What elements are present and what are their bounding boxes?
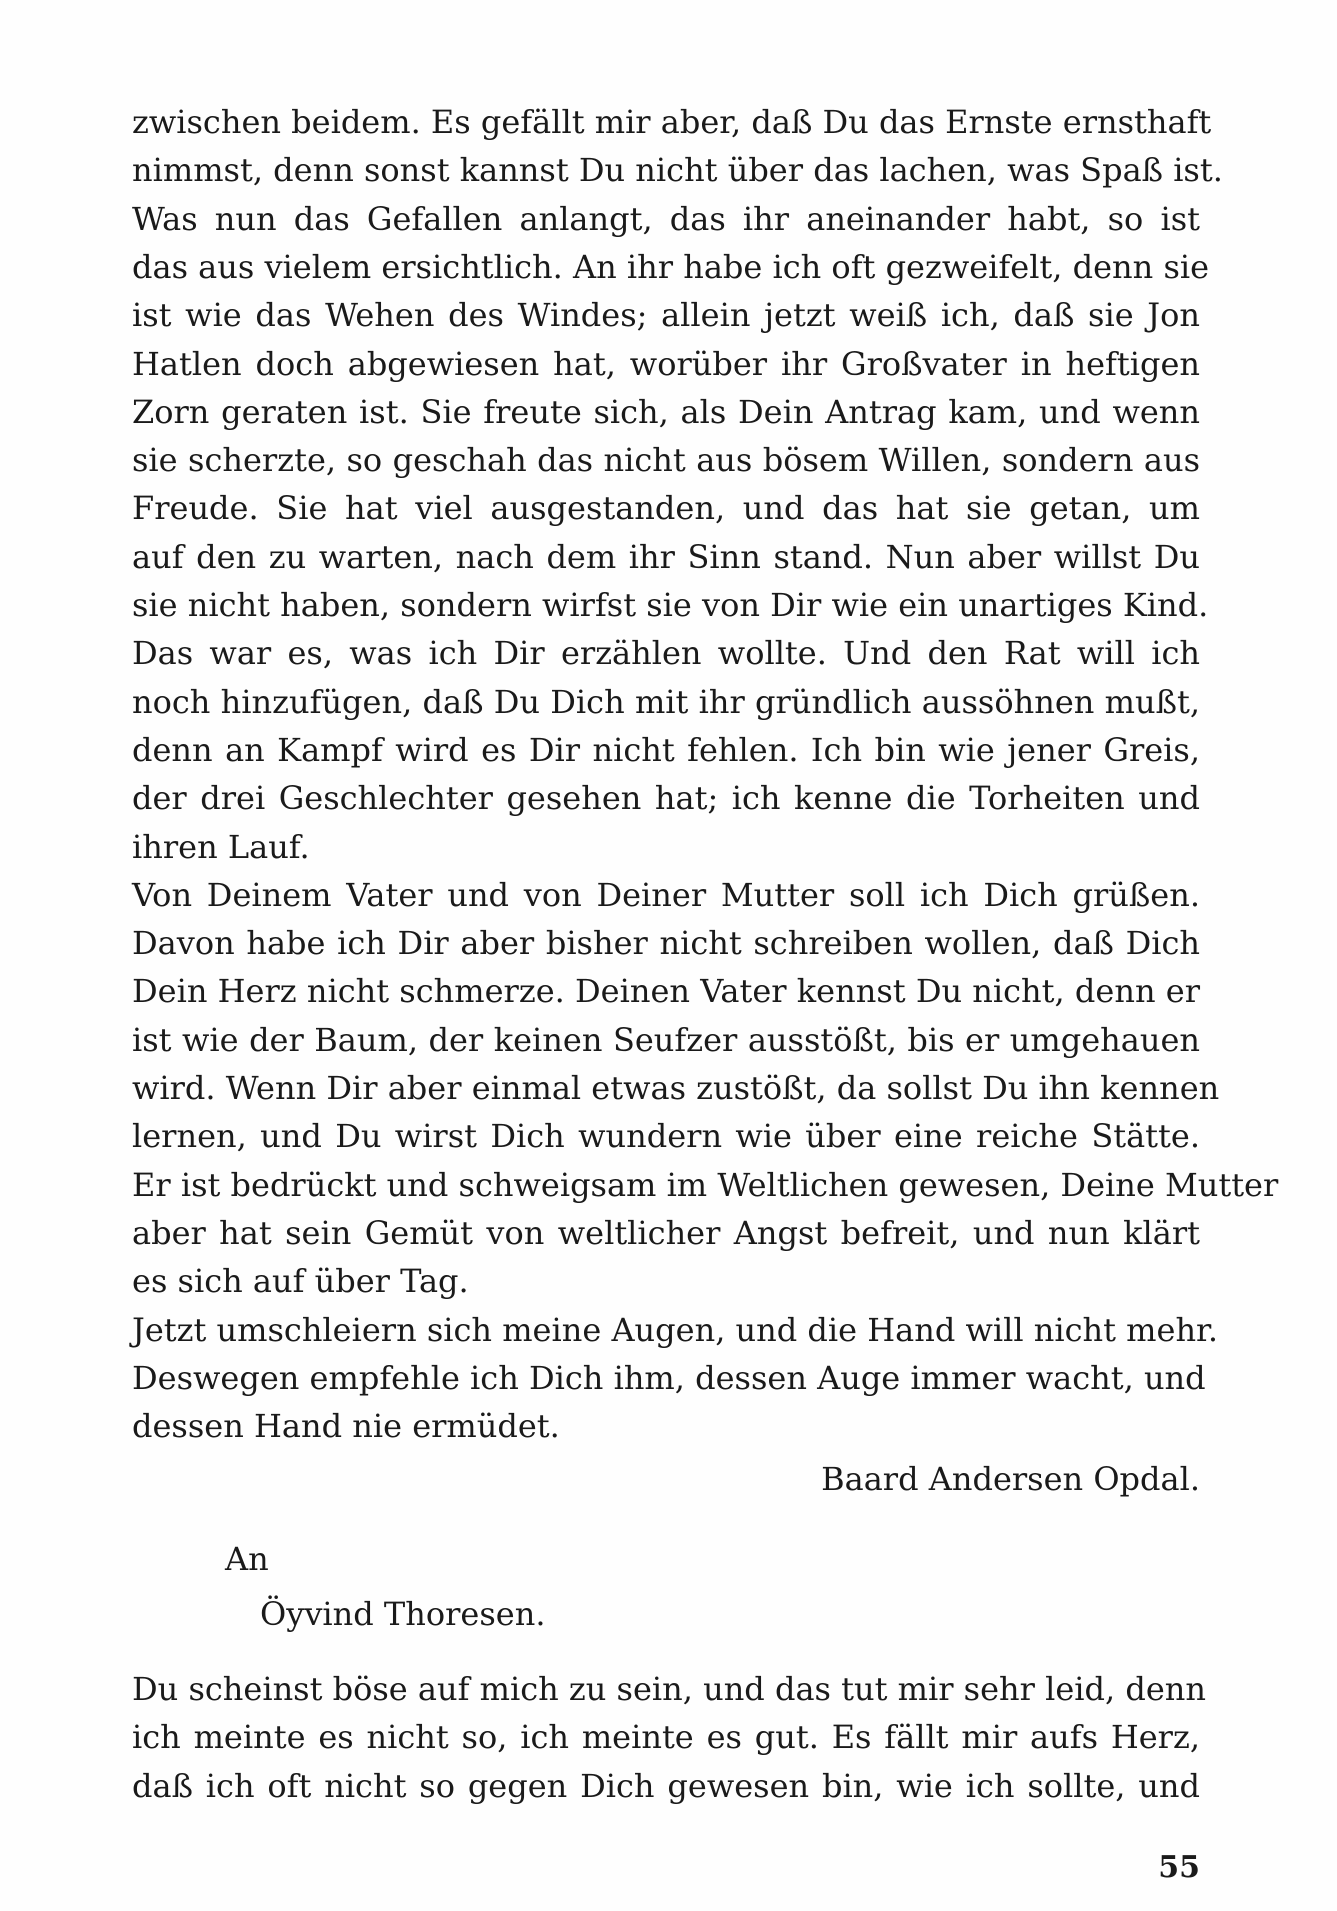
text-line: Deswegen empfehle ich Dich ihm, dessen Auge immer wacht, und [132, 1358, 1206, 1397]
text-line: lernen, und Du wirst Dich wundern wie über eine reiche Stätte. [132, 1117, 1200, 1156]
text-line: wird. Wenn Dir aber einmal etwas zustößt, da sollst Du ihn kennen [132, 1069, 1220, 1107]
text-line: Du scheinst böse auf mich zu sein, und das tut mir sehr leid, denn [132, 1670, 1206, 1708]
text-line: Hatlen doch abgewiesen hat, worüber ihr Großvater in heftigen [132, 344, 1200, 383]
text-line: zwischen beidem. Es gefällt mir aber, daß Du das Ernste ernsthaft [132, 103, 1212, 141]
text-line: noch hinzufügen, daß Du Dich mit ihr gründlich aussöhnen mußt, [132, 682, 1200, 721]
address-recipient: Öyvind Thoresen. [260, 1595, 546, 1633]
text-line: ihren Lauf. [132, 827, 310, 866]
text-line: ist wie das Wehen des Windes; allein jetzt weiß ich, daß sie Jon [132, 296, 1200, 335]
letter-signature: Baard Andersen Opdal. [821, 1460, 1200, 1498]
text-line: Von Deinem Vater und von Deiner Mutter soll ich Dich grüßen. [132, 875, 1200, 914]
text-line: nimmst, denn sonst kannst Du nicht über das lachen, was Spaß ist. [132, 151, 1223, 190]
text-line: denn an Kampf wird es Dir nicht fehlen. Ich bin wie jener Greis, [132, 730, 1200, 769]
text-line: das aus vielem ersichtlich. An ihr habe ich oft gezweifelt, denn sie [132, 247, 1210, 286]
text-line: dessen Hand nie ermüdet. [132, 1407, 560, 1446]
text-line: der drei Geschlechter gesehen hat; ich kenne die Torheiten und [132, 779, 1200, 818]
page-number: 55 [1158, 1850, 1200, 1885]
text-line: Davon habe ich Dir aber bisher nicht schreiben wollen, daß Dich [132, 924, 1200, 963]
text-line: Was nun das Gefallen anlangt, das ihr aneinander habt, so ist [132, 199, 1200, 238]
text-line: Freude. Sie hat viel ausgestanden, und das hat sie getan, um [132, 489, 1200, 528]
text-line: ich meinte es nicht so, ich meinte es gut. Es fällt mir aufs Herz, [132, 1718, 1200, 1757]
text-line: Jetzt umschleiern sich meine Augen, und die Hand will nicht mehr. [132, 1310, 1218, 1349]
text-line: Er ist bedrückt und schweigsam im Weltlichen gewesen, Deine Mutter [132, 1165, 1279, 1204]
text-line: Zorn geraten ist. Sie freute sich, als Dein Antrag kam, und wenn [132, 392, 1200, 431]
text-line: ist wie der Baum, der keinen Seufzer ausstößt, bis er umgehauen [132, 1020, 1200, 1059]
text-line: sie scherzte, so geschah das nicht aus bösem Willen, sondern aus [132, 441, 1200, 480]
text-line: auf den zu warten, nach dem ihr Sinn stand. Nun aber willst Du [132, 537, 1200, 576]
text-line: aber hat sein Gemüt von weltlicher Angst befreit, und nun klärt [132, 1213, 1200, 1252]
text-line: es sich auf über Tag. [132, 1262, 469, 1301]
text-line: Dein Herz nicht schmerze. Deinen Vater kennst Du nicht, denn er [132, 972, 1200, 1011]
address-prefix: An [225, 1540, 269, 1578]
text-line: daß ich oft nicht so gegen Dich gewesen bin, wie ich sollte, und [132, 1766, 1200, 1805]
text-line: Das war es, was ich Dir erzählen wollte. Und den Rat will ich [132, 634, 1200, 673]
text-line: sie nicht haben, sondern wirfst sie von Dir wie ein unartiges Kind. [132, 586, 1209, 624]
